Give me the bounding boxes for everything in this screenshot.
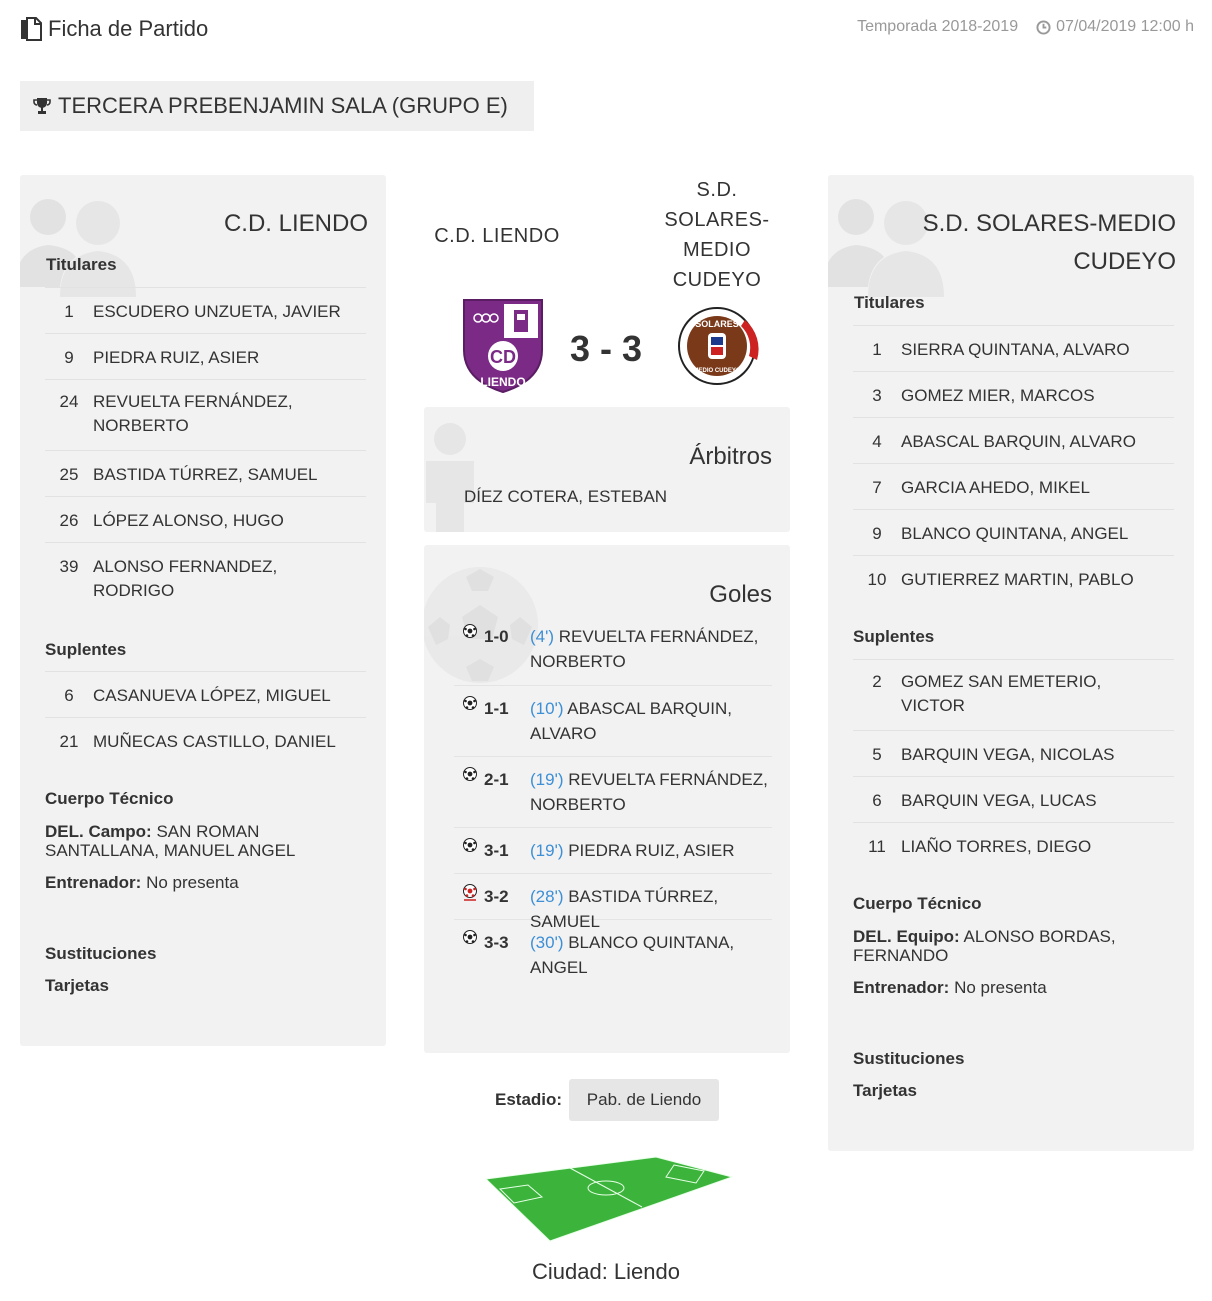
away-team-panel	[828, 175, 1194, 1151]
player-number: 2	[872, 672, 882, 691]
home-team-crest	[462, 298, 544, 394]
player-row	[853, 659, 1174, 730]
away-starters-list	[853, 325, 1174, 601]
stadium-label: Estadio:	[495, 1090, 563, 1109]
player-name: BARQUIN VEGA, LUCAS	[901, 791, 1097, 810]
player-name: REVUELTA FERNÁNDEZ, NORBERTO	[93, 392, 293, 435]
goal-description	[530, 930, 772, 980]
player-row	[853, 509, 1174, 555]
away-staff-name: ALONSO BORDAS, FERNANDO	[853, 927, 1116, 965]
ball-icon	[454, 767, 484, 792]
home-staff-name: SAN ROMAN SANTALLANA, MANUEL ANGEL	[45, 822, 296, 860]
home-coach-role: Entrenador:	[45, 873, 142, 892]
goal-score: 3-1	[484, 841, 509, 860]
goal-description	[530, 884, 772, 934]
ball-icon	[454, 696, 484, 721]
home-starters-list	[45, 287, 366, 600]
document-icon	[20, 17, 42, 41]
player-name: PIEDRA RUIZ, ASIER	[93, 348, 260, 367]
goal-row	[454, 873, 772, 931]
player-row	[45, 333, 366, 379]
away-team-crest	[675, 306, 761, 386]
home-substitutions-title: Sustituciones	[45, 944, 157, 963]
home-staff-delegate	[45, 822, 345, 860]
referees-title: Árbitros	[689, 443, 772, 470]
ball-icon	[454, 838, 484, 863]
player-row	[853, 325, 1174, 371]
away-coach	[853, 978, 1047, 997]
player-name: BARQUIN VEGA, NICOLAS	[901, 745, 1115, 764]
goal-row	[454, 624, 772, 685]
goal-row	[454, 827, 772, 873]
goal-minute: (4')	[530, 627, 555, 646]
player-row	[45, 717, 366, 763]
player-number: 1	[872, 340, 882, 359]
player-row	[853, 776, 1174, 822]
person-icon	[424, 421, 484, 532]
player-name: GOMEZ MIER, MARCOS	[901, 386, 1095, 405]
goal-minute: (30')	[530, 933, 564, 952]
player-name: ALONSO FERNANDEZ, RODRIGO	[93, 557, 278, 600]
player-row	[45, 496, 366, 542]
home-staff-role: DEL. Campo:	[45, 822, 152, 841]
player-name: GOMEZ SAN EMETERIO, VICTOR	[901, 672, 1102, 715]
player-row	[853, 463, 1174, 509]
player-number: 25	[59, 465, 79, 484]
player-row	[45, 542, 366, 600]
goal-minute: (28')	[530, 887, 564, 906]
match-home-name: C.D. LIENDO	[434, 225, 560, 247]
svg-text:CD: CD	[490, 347, 516, 367]
page-title: Ficha de Partido	[48, 16, 209, 41]
player-row	[853, 555, 1174, 601]
datetime	[1036, 18, 1194, 36]
player-name: LÓPEZ ALONSO, HUGO	[93, 511, 284, 530]
home-team-name: C.D. LIENDO	[223, 210, 368, 237]
goals-list	[454, 624, 772, 977]
match-away-name	[652, 175, 782, 295]
player-number: 10	[867, 570, 887, 589]
group-users-icon	[20, 187, 150, 297]
goal-player: REVUELTA FERNÁNDEZ, NORBERTO	[530, 770, 768, 814]
away-crest-text-bottom: MEDIO CUDEYO	[693, 368, 741, 374]
goal-row	[454, 685, 772, 756]
home-coach	[45, 873, 239, 892]
goal-player: REVUELTA FERNÁNDEZ, NORBERTO	[530, 627, 759, 671]
away-cards-title: Tarjetas	[853, 1081, 917, 1100]
home-team-panel	[20, 175, 386, 1046]
away-staff-delegate	[853, 927, 1153, 965]
player-number: 21	[59, 732, 79, 751]
goal-minute: (19')	[530, 841, 564, 860]
match-score: 3 - 3	[570, 328, 643, 369]
goal-minute: (19')	[530, 770, 564, 789]
player-number: 3	[872, 386, 882, 405]
player-number: 11	[868, 837, 886, 856]
player-name: BASTIDA TÚRREZ, SAMUEL	[93, 465, 318, 484]
player-row	[45, 379, 366, 450]
goal-player: PIEDRA RUIZ, ASIER	[568, 841, 735, 860]
player-name: GUTIERREZ MARTIN, PABLO	[901, 570, 1134, 589]
stadium-value: Pab. de Liendo	[569, 1079, 719, 1121]
away-substitutions-title: Sustituciones	[853, 1049, 965, 1068]
clock-icon	[1036, 20, 1051, 35]
goal-minute: (10')	[530, 699, 564, 718]
page-title-wrap	[20, 16, 208, 42]
player-row	[45, 287, 366, 333]
home-coach-name: No presenta	[146, 873, 239, 892]
goal-description	[530, 624, 772, 674]
away-staff-title: Cuerpo Técnico	[853, 894, 982, 913]
goal-score: 3-2	[484, 887, 509, 906]
player-name: GARCIA AHEDO, MIKEL	[901, 478, 1090, 497]
away-staff-role: DEL. Equipo:	[853, 927, 960, 946]
goal-description	[530, 696, 772, 746]
match-away-name-text: S.D. SOLARES-MEDIO CUDEYO	[664, 179, 770, 291]
city-label: Ciudad: Liendo	[531, 1259, 680, 1284]
player-row	[853, 371, 1174, 417]
player-name: LIAÑO TORRES, DIEGO	[901, 837, 1092, 856]
player-row	[853, 417, 1174, 463]
player-number: 7	[872, 478, 882, 497]
player-name: SIERRA QUINTANA, ALVARO	[901, 340, 1130, 359]
away-subs-list	[853, 659, 1174, 868]
penalty-ball-icon	[454, 884, 484, 909]
goal-score: 2-1	[484, 770, 509, 789]
home-subs-title: Suplentes	[45, 640, 127, 659]
pitch-icon	[484, 1155, 734, 1245]
player-number: 6	[872, 791, 882, 810]
player-row	[853, 730, 1174, 776]
goals-title: Goles	[709, 581, 772, 608]
ball-icon	[454, 930, 484, 955]
player-number: 9	[64, 348, 74, 367]
goal-score: 3-3	[484, 933, 509, 952]
goal-row	[454, 756, 772, 827]
home-cards-title: Tarjetas	[45, 976, 109, 995]
home-subs-list	[45, 671, 366, 763]
goal-score: 1-0	[484, 627, 509, 646]
datetime-value: 07/04/2019 12:00 h	[1056, 18, 1194, 35]
goal-description	[530, 838, 772, 863]
goal-player: ABASCAL BARQUIN, ALVARO	[530, 699, 732, 743]
player-name: CASANUEVA LÓPEZ, MIGUEL	[93, 686, 331, 705]
home-staff-title: Cuerpo Técnico	[45, 789, 174, 808]
player-name: ABASCAL BARQUIN, ALVARO	[901, 432, 1136, 451]
home-crest-text: LIENDO	[480, 375, 526, 389]
home-starters-title: Titulares	[46, 255, 117, 274]
competition-name: TERCERA PREBENJAMIN SALA (GRUPO E)	[58, 93, 508, 118]
away-coach-role: Entrenador:	[853, 978, 950, 997]
player-row	[45, 671, 366, 717]
goals-panel	[424, 545, 790, 1053]
referee-name: DÍEZ COTERA, ESTEBAN	[464, 487, 668, 506]
player-number: 4	[872, 432, 882, 451]
away-crest-text-top: SOLARES	[695, 319, 739, 329]
goal-description	[530, 767, 772, 817]
player-number: 5	[872, 745, 882, 764]
away-subs-title: Suplentes	[853, 627, 935, 646]
competition-banner	[20, 81, 534, 131]
season-label: Temporada 2018-2019	[857, 18, 1019, 35]
player-row	[45, 450, 366, 496]
player-name: BLANCO QUINTANA, ANGEL	[901, 524, 1129, 543]
player-number: 24	[59, 392, 79, 411]
away-coach-name: No presenta	[954, 978, 1047, 997]
player-row	[853, 822, 1174, 868]
player-number: 6	[64, 686, 74, 705]
player-number: 1	[64, 302, 74, 321]
match-meta	[857, 18, 1194, 36]
player-name: MUÑECAS CASTILLO, DANIEL	[93, 732, 336, 751]
goal-player: BLANCO QUINTANA, ANGEL	[530, 933, 735, 977]
player-number: 39	[59, 557, 79, 576]
referees-panel	[424, 407, 790, 532]
trophy-icon	[32, 96, 52, 116]
away-starters-title: Titulares	[854, 293, 925, 312]
away-team-name: S.D. SOLARES-MEDIO CUDEYO	[922, 210, 1176, 275]
ball-icon	[454, 624, 484, 649]
player-name: ESCUDERO UNZUETA, JAVIER	[93, 302, 341, 321]
player-number: 9	[872, 524, 882, 543]
goal-score: 1-1	[484, 699, 509, 718]
player-number: 26	[59, 511, 79, 530]
goal-player: BASTIDA TÚRREZ, SAMUEL	[530, 887, 719, 931]
